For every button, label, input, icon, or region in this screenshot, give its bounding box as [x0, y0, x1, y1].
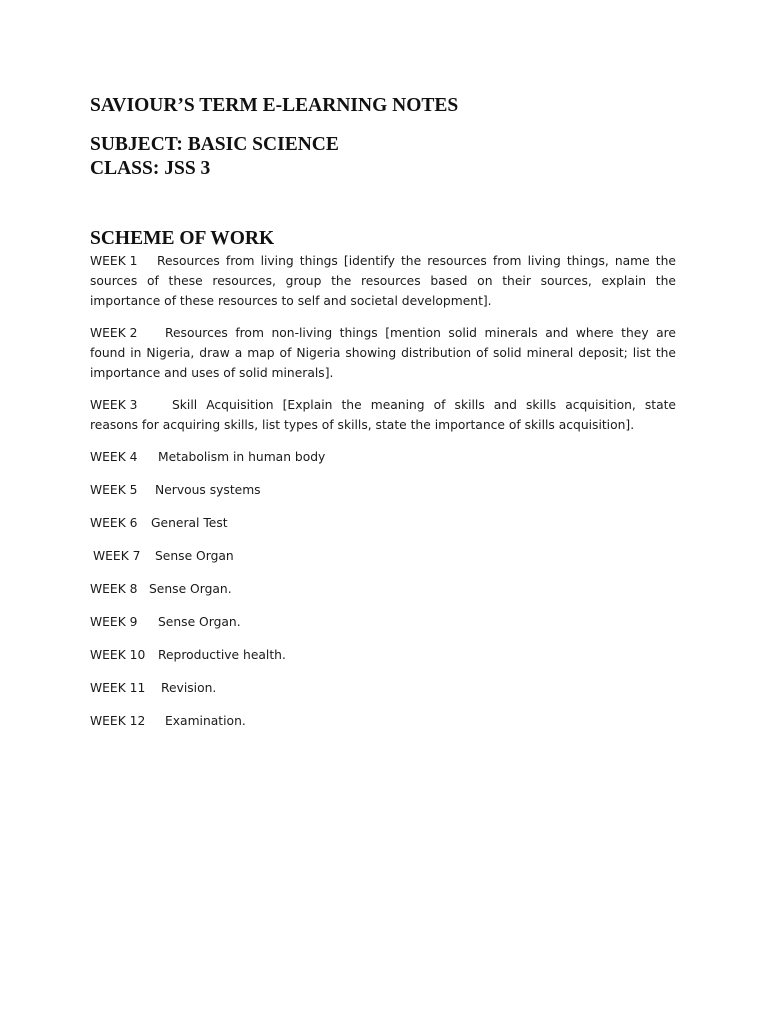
week-item: [90, 513, 676, 533]
week-text: Reproductive health.: [158, 648, 286, 662]
document-page: [90, 94, 676, 744]
week-text: Resources from living things [identify the resources from living things, name the sources of these resources, group the resources based on their sources, explain the importance of these resources to self and societal development].: [90, 254, 676, 308]
week-item: [90, 447, 676, 467]
weeks-list: [90, 251, 676, 731]
week-item: [90, 612, 676, 632]
week-text: Skill Acquisition [Explain the meaning of skills and skills acquisition, state reasons for acquiring skills, list types of skills, state the importance of skills acquisition].: [90, 398, 676, 432]
week-text: General Test: [151, 516, 228, 530]
week-item: [90, 645, 676, 665]
subject-line: SUBJECT: BASIC SCIENCE: [90, 134, 339, 155]
week-label: WEEK 7: [93, 549, 141, 563]
week-item: [90, 323, 676, 383]
week-text: Resources from non-living things [mention solid minerals and where they are found in Nigeria, draw a map of Nigeria showing distribution of solid mineral deposit; list the importance and uses of solid minerals].: [90, 326, 676, 380]
week-item: [90, 395, 676, 435]
scheme-heading: SCHEME OF WORK: [90, 228, 275, 249]
week-label: WEEK 12: [90, 714, 146, 728]
week-item: [90, 251, 676, 311]
week-label: WEEK 5: [90, 483, 138, 497]
week-label: WEEK 11: [90, 681, 146, 695]
week-text: Examination.: [165, 714, 246, 728]
week-label: WEEK 3: [90, 398, 138, 412]
week-text: Metabolism in human body: [158, 450, 326, 464]
week-label: WEEK 4: [90, 450, 138, 464]
week-item: [90, 480, 676, 500]
week-text: Revision.: [161, 681, 217, 695]
week-item: [90, 579, 676, 599]
week-text: Sense Organ.: [158, 615, 241, 629]
week-label: WEEK 10: [90, 648, 146, 662]
week-label: WEEK 8: [90, 582, 138, 596]
week-text: Sense Organ: [155, 549, 234, 563]
week-label: WEEK 9: [90, 615, 138, 629]
subject-block: [90, 133, 676, 181]
class-line: CLASS: JSS 3: [90, 158, 211, 179]
week-item: [90, 678, 676, 698]
week-label: WEEK 2: [90, 326, 138, 340]
week-label: WEEK 1: [90, 254, 138, 268]
week-text: Sense Organ.: [149, 582, 232, 596]
week-text: Nervous systems: [155, 483, 261, 497]
week-item: [90, 711, 676, 731]
week-label: WEEK 6: [90, 516, 138, 530]
week-item: [90, 546, 676, 566]
document-title: SAVIOUR’S TERM E-LEARNING NOTES: [90, 95, 459, 116]
